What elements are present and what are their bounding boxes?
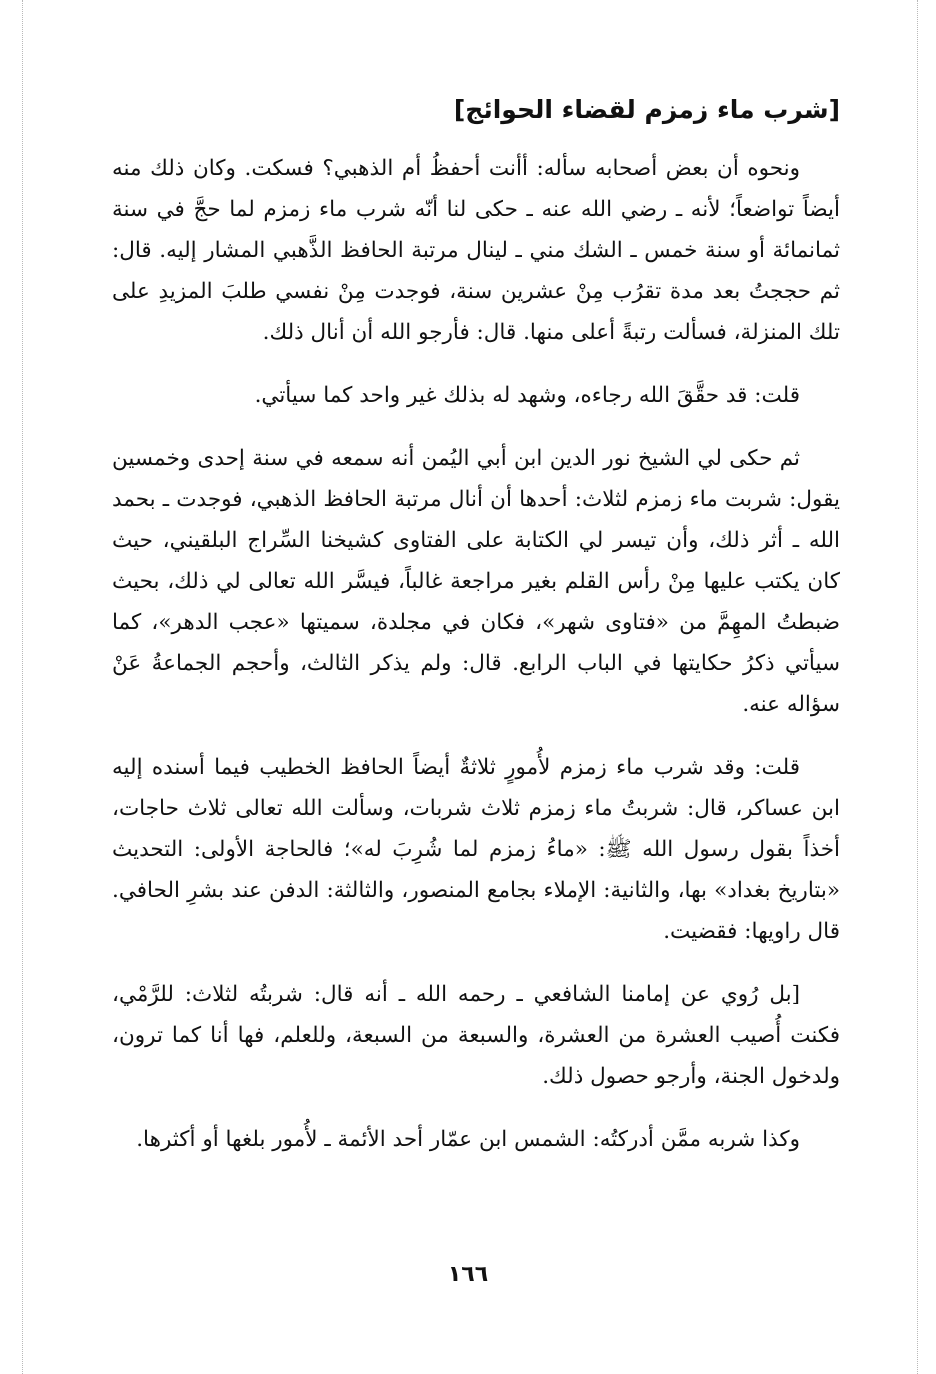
page-number: ١٦٦ bbox=[447, 1262, 489, 1287]
paragraph-2: قلت: قد حقَّقَ الله رجاءه، وشهد له بذلك غير واحد كما سيأتي. bbox=[254, 383, 800, 408]
paragraph-6: وكذا شربه ممَّن أدركتُه: الشمس ابن عمّار أحد الأئمة ـ لأُمور بلغها أو أكثرها. bbox=[136, 1127, 800, 1152]
paragraph-5: [بل رُوي عن إمامنا الشافعي ـ رحمه الله ـ أنه قال: شربتُه لثلاث: للرَّمْي، فكنت أُصيب العشرة من العشرة، والسبعة من السبعة، وللعلم، فها أنا كما ترون، ولدخول الجنة، وأرجو حصول ذلك. bbox=[112, 982, 840, 1089]
page-edge-right bbox=[917, 0, 918, 1374]
paragraph-3: ثم حكى لي الشيخ نور الدين ابن أبي اليُمن أنه سمعه في سنة إحدى وخمسين يقول: شربت ماء زمزم لثلاث: أحدها أن أنال مرتبة الحافظ الذهبي، فوجدت ـ بحمد الله ـ أثر ذلك، وأن تيسر لي الكتابة على الفتاوى كشيخنا السِّراج البلقيني، حيث كان يكتب عليها مِنْ رأس القلم بغير مراجعة غالباً، فيسَّر الله تعالى لي ذلك، بحيث ضبطتُ المهِمَّ من «فتاوى شهر»، فكان في مجلدة، سميتها «عجب الدهر»، كما سيأتي ذكرُ حكايتها في الباب الرابع. قال: ولم يذكر الثالث، وأحجم الجماعةُ عَنْ سؤاله عنه. bbox=[112, 446, 840, 717]
page-edge-left bbox=[22, 0, 23, 1374]
section-heading: [شرب ماء زمزم لقضاء الحوائج] bbox=[453, 95, 840, 124]
page-body bbox=[112, 90, 840, 1182]
paragraph-1: ونحوه أن بعض أصحابه سأله: أأنت أحفظُ أم الذهبي؟ فسكت. وكان ذلك منه أيضاً تواضعاً؛ لأنه ـ رضي الله عنه ـ حكى لنا أنّه شرب ماء زمزم لما حجَّ في سنة ثمانمائة أو سنة خمس ـ الشك مني ـ لينال مرتبة الحافظ الذَّهبي المشار إليه. قال: ثم حججتُ بعد مدة تقرُب مِنْ عشرين سنة، فوجدت مِنْ نفسي طلبَ المزيدِ على تلك المنزلة، فسألت رتبةً أعلى منها. قال: فأرجو الله أن أنال ذلك. bbox=[112, 156, 840, 345]
paragraph-4: قلت: وقد شرب ماء زمزم لأُمورٍ ثلاثةٌ أيضاً الحافظ الخطيب فيما أسنده إليه ابن عساكر، قال: شربتُ ماء زمزم ثلاث شربات، وسألت الله تعالى ثلاث حاجات، أخذاً بقول رسول الله ﷺ: «ماءُ زمزم لما شُرِبَ له»؛ فالحاجة الأولى: التحديث «بتاريخ بغداد» بها، والثانية: الإملاء بجامع المنصور، والثالثة: الدفن عند بشرِ الحافي. قال راويها: فقضيت. bbox=[112, 755, 840, 944]
